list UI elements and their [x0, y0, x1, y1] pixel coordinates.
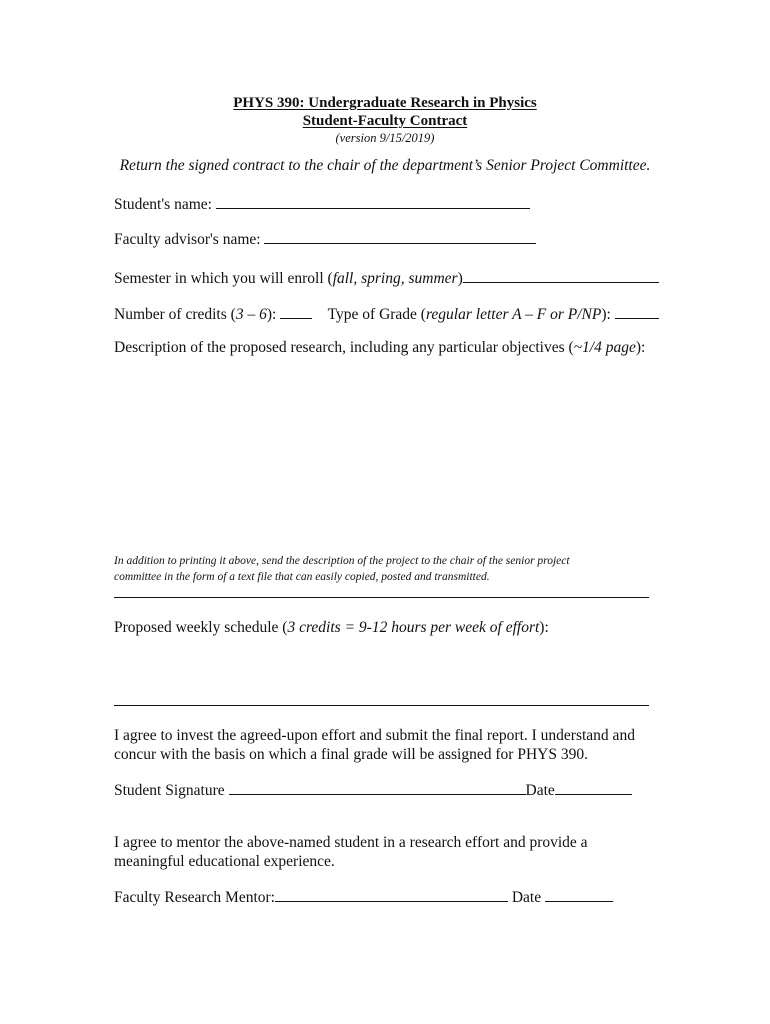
student-date-blank[interactable] — [555, 780, 632, 795]
student-signature-row — [114, 780, 632, 800]
version-text: (version 9/15/2019) — [335, 131, 435, 145]
credits-close: ): — [266, 306, 277, 323]
student-date-label: Date — [525, 782, 555, 799]
instruction-text: Return the signed contract to the chair of the department’s Senior Project Committee. — [119, 157, 651, 174]
description-area[interactable] — [114, 362, 649, 547]
faculty-signature-row — [114, 887, 613, 907]
faculty-signature-blank[interactable] — [275, 887, 508, 902]
description-note-line2: committee in the form of a text file that can easily copied, posted and transmitted. — [114, 571, 490, 583]
semester-row — [114, 268, 659, 288]
student-name-label: Student's name: — [114, 196, 212, 213]
student-agreement-text: I agree to invest the agreed-upon effort and submit the final report. I understand and concur with the basis on which a final grade will be assigned for PHYS 390. — [114, 727, 635, 763]
description-hint: ~1/4 page — [573, 339, 636, 356]
schedule-divider — [114, 705, 649, 706]
credits-label: Number of credits ( — [114, 306, 236, 323]
grade-close: ): — [601, 306, 611, 323]
grade-hint: regular letter A – F or P/NP — [425, 306, 602, 323]
schedule-close: ): — [539, 619, 549, 636]
description-row — [114, 339, 645, 357]
schedule-row — [114, 619, 549, 637]
grade-label: Type of Grade ( — [327, 306, 426, 323]
faculty-agreement-text: I agree to mentor the above-named student in a research effort and provide a meaningful educational experience. — [114, 834, 588, 870]
schedule-label: Proposed weekly schedule ( — [114, 619, 288, 636]
faculty-signature-label: Faculty Research Mentor: — [114, 889, 275, 906]
description-divider — [114, 597, 649, 598]
credits-hint: 3 – 6 — [235, 306, 267, 323]
description-close: ): — [635, 339, 646, 356]
grade-blank[interactable] — [615, 304, 659, 319]
student-signature-label: Student Signature — [114, 782, 225, 799]
advisor-name-row — [114, 229, 536, 249]
semester-hint: fall, spring, summer — [332, 270, 458, 287]
faculty-date-blank[interactable] — [545, 887, 613, 902]
student-name-row — [114, 194, 530, 214]
title-contract: Student-Faculty Contract — [302, 113, 468, 129]
description-label: Description of the proposed research, including any particular objectives ( — [114, 339, 574, 356]
schedule-area[interactable] — [114, 642, 649, 702]
schedule-hint: 3 credits = 9-12 hours per week of effort — [287, 619, 540, 636]
semester-label: Semester in which you will enroll ( — [114, 270, 333, 287]
advisor-name-label: Faculty advisor's name: — [114, 231, 261, 248]
student-signature-blank[interactable] — [229, 780, 526, 795]
semester-blank[interactable] — [463, 268, 659, 283]
credits-grade-row — [114, 304, 659, 324]
advisor-name-blank[interactable] — [264, 229, 536, 244]
student-name-blank[interactable] — [216, 194, 530, 209]
description-note-line1: In addition to printing it above, send the description of the project to the chair of the senior project — [114, 555, 570, 567]
title-course: PHYS 390: Undergraduate Research in Physics — [233, 95, 537, 111]
faculty-date-label: Date — [511, 889, 542, 906]
semester-close: ) — [457, 270, 463, 287]
credits-blank[interactable] — [280, 304, 312, 319]
